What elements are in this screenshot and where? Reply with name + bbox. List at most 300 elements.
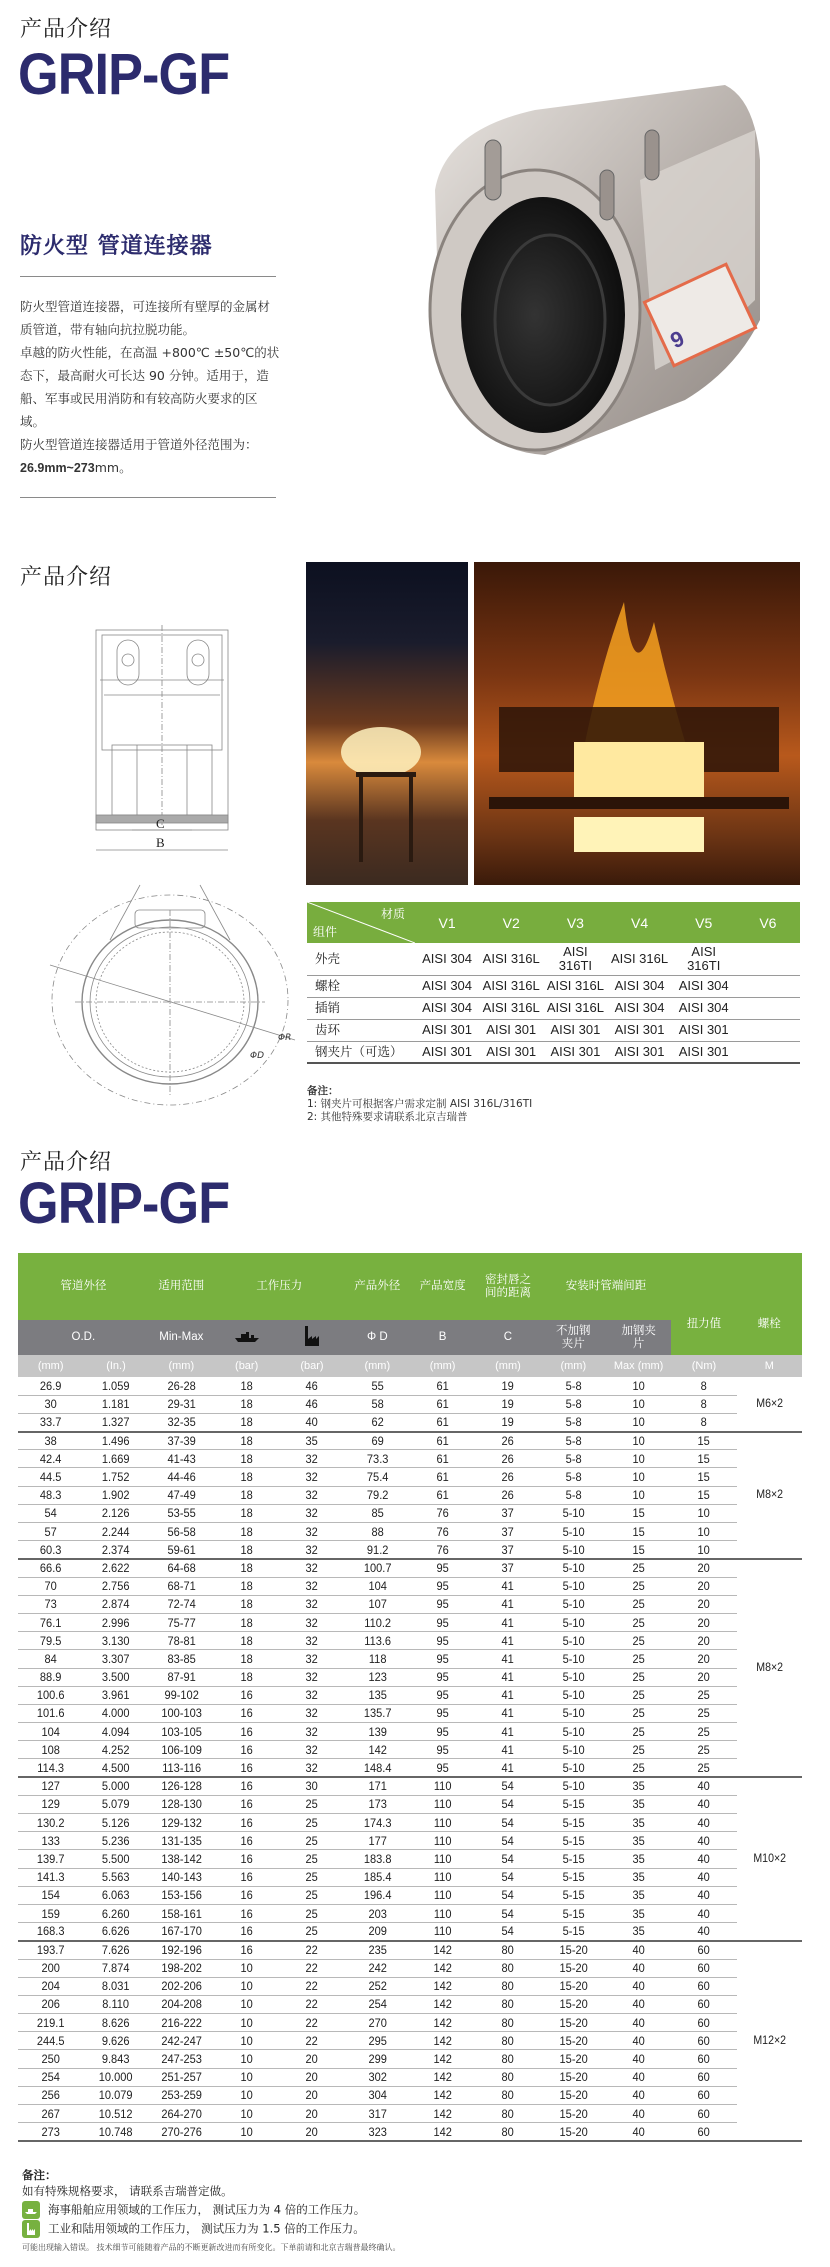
table-cell: 48.3 (21, 1486, 81, 1504)
table-cell: 25 (609, 1704, 669, 1722)
column-header: V3 (543, 902, 607, 943)
table-cell: 60 (674, 2123, 734, 2141)
table-cell: 61 (413, 1377, 473, 1395)
table-cell: 5-8 (543, 1413, 603, 1431)
table-cell: 317 (347, 2105, 407, 2123)
table-cell: 8 (674, 1377, 734, 1395)
unit-label: Max (mm) (606, 1355, 671, 1377)
table-cell: 159 (21, 1904, 81, 1922)
table-cell: 18 (217, 1595, 277, 1613)
column-header: V2 (479, 902, 543, 943)
table-cell: 41 (478, 1741, 538, 1759)
table-cell: 18 (217, 1523, 277, 1541)
table-cell: 270-276 (151, 2123, 211, 2141)
table-cell: 5-8 (543, 1450, 603, 1468)
table-cell: 32 (282, 1704, 342, 1722)
paragraph: 防火型管道连接器适用于管道外径范围为： (20, 437, 258, 452)
section-heading: 产品介绍 (20, 565, 113, 590)
materials-row (307, 997, 800, 1019)
table-cell: 20 (674, 1650, 734, 1668)
table-cell: 18 (217, 1613, 277, 1631)
table-cell: 41 (478, 1686, 538, 1704)
table-cell: 40 (609, 2086, 669, 2104)
material-cell: AISI 316TI (672, 943, 736, 975)
bolt-spec: M12×2 (739, 1941, 799, 2141)
table-cell: 95 (413, 1704, 473, 1722)
table-cell: 35 (609, 1814, 669, 1832)
table-cell: 10 (609, 1413, 669, 1431)
table-cell: 299 (347, 2050, 407, 2068)
table-cell: 9.843 (86, 2050, 146, 2068)
table-cell: 104 (347, 1577, 407, 1595)
table-cell: 16 (217, 1850, 277, 1868)
table-cell: 46 (282, 1377, 342, 1395)
table-cell: 35 (609, 1795, 669, 1813)
table-cell: 242 (347, 1959, 407, 1977)
table-cell: 33.7 (21, 1413, 81, 1431)
table-cell: 1.181 (86, 1395, 146, 1413)
sub-range: Min-Max (149, 1320, 214, 1355)
table-row (18, 1741, 802, 1759)
table-cell: 5.126 (86, 1814, 146, 1832)
table-cell: 20 (282, 2068, 342, 2086)
section-heading: 产品介绍 (20, 17, 113, 42)
paragraph: 防火型管道连接器，可连接所有壁厚的金属材质管道，带有轴向抗拉脱功能。 (20, 299, 271, 337)
table-cell: 20 (674, 1613, 734, 1631)
table-cell: 16 (217, 1777, 277, 1795)
table-cell: 44.5 (21, 1468, 81, 1486)
table-cell: 18 (217, 1486, 277, 1504)
table-cell: 110.2 (347, 1613, 407, 1631)
table-cell: 200 (21, 1959, 81, 1977)
table-row (18, 2014, 802, 2032)
material-cell: AISI 301 (607, 1041, 671, 1063)
table-cell: 19 (478, 1377, 538, 1395)
table-cell: 15-20 (543, 2050, 603, 2068)
sub-with-clip: 加钢夹片 (606, 1320, 671, 1355)
table-cell: 35 (609, 1832, 669, 1850)
table-cell: 95 (413, 1632, 473, 1650)
table-cell: 95 (413, 1723, 473, 1741)
table-cell: 40 (609, 1995, 669, 2013)
table-cell: 242-247 (151, 2032, 211, 2050)
header-width: 产品宽度 (410, 1253, 475, 1320)
table-cell: 15 (674, 1432, 734, 1450)
table-row (18, 1995, 802, 2013)
table-cell: 46 (282, 1395, 342, 1413)
table-cell: 40 (674, 1850, 734, 1868)
material-cell: AISI 301 (479, 1041, 543, 1063)
table-cell: 54 (478, 1868, 538, 1886)
table-cell: 304 (347, 2086, 407, 2104)
table-cell: 10 (609, 1432, 669, 1450)
table-cell: 83-85 (151, 1650, 211, 1668)
table-cell: 4.252 (86, 1741, 146, 1759)
table-cell: 270 (347, 2014, 407, 2032)
material-cell: AISI 316L (543, 975, 607, 997)
table-cell: 41 (478, 1613, 538, 1631)
table-cell: 10 (217, 2068, 277, 2086)
table-cell: 6.260 (86, 1904, 146, 1922)
header-torque: 扭力值 (671, 1253, 736, 1355)
table-cell: 18 (217, 1577, 277, 1595)
table-cell: 44-46 (151, 1468, 211, 1486)
table-cell: 40 (609, 1941, 669, 1959)
header-pipe-gap: 安装时管端间距 (541, 1253, 672, 1320)
bolt-spec: M8×2 (739, 1559, 799, 1777)
table-cell: 61 (413, 1413, 473, 1431)
table-cell: 32 (282, 1468, 342, 1486)
table-cell: 2.756 (86, 1577, 146, 1595)
table-cell: 80 (478, 1959, 538, 1977)
table-cell: 110 (413, 1850, 473, 1868)
table-cell: 141.3 (21, 1868, 81, 1886)
factory-icon (22, 2220, 40, 2238)
table-cell: 2.622 (86, 1559, 146, 1577)
table-row (18, 2050, 802, 2068)
table-row (18, 1959, 802, 1977)
table-row (18, 1377, 802, 1395)
table-cell: 18 (217, 1413, 277, 1431)
table-cell: 101.6 (21, 1704, 81, 1722)
table-cell: 15-20 (543, 1995, 603, 2013)
table-cell: 18 (217, 1450, 277, 1468)
table-cell: 106-109 (151, 1741, 211, 1759)
table-row (18, 1650, 802, 1668)
table-cell: 5-15 (543, 1832, 603, 1850)
material-cell: AISI 316L (607, 943, 671, 975)
table-cell: 100-103 (151, 1704, 211, 1722)
table-cell: 5-10 (543, 1668, 603, 1686)
table-cell: 26 (478, 1432, 538, 1450)
materials-row (307, 1041, 800, 1063)
material-cell: AISI 316TI (543, 943, 607, 975)
table-cell: 5-10 (543, 1777, 603, 1795)
header-range: 适用范围 (149, 1253, 214, 1320)
table-cell: 185.4 (347, 1868, 407, 1886)
material-cell: AISI 304 (672, 975, 736, 997)
table-cell: 10 (609, 1486, 669, 1504)
table-cell: 1.059 (86, 1377, 146, 1395)
label-logo: 9 (666, 325, 689, 354)
table-cell: 54 (478, 1795, 538, 1813)
table-cell: 131-135 (151, 1832, 211, 1850)
table-cell: 174.3 (347, 1814, 407, 1832)
brand-title: GRIP-GF (18, 42, 230, 107)
size-range: 26.9mm~273mm。 (20, 460, 132, 475)
table-cell: 3.130 (86, 1632, 146, 1650)
table-row (18, 1541, 802, 1559)
table-cell: 80 (478, 2086, 538, 2104)
table-cell: 15 (674, 1468, 734, 1486)
table-cell: 2.126 (86, 1504, 146, 1522)
table-cell: 10 (217, 2014, 277, 2032)
table-cell: 5-10 (543, 1704, 603, 1722)
table-cell: 5.563 (86, 1868, 146, 1886)
table-cell: 60 (674, 2068, 734, 2086)
table-cell: 15-20 (543, 2068, 603, 2086)
table-cell: 80 (478, 2105, 538, 2123)
table-cell: 35 (609, 1904, 669, 1922)
table-cell: 35 (609, 1850, 669, 1868)
table-cell: 32 (282, 1741, 342, 1759)
sub-no-clip: 不加钢夹片 (541, 1320, 606, 1355)
table-cell: 5-10 (543, 1613, 603, 1631)
table-cell: 19 (478, 1395, 538, 1413)
table-cell: 95 (413, 1613, 473, 1631)
table-row (18, 2105, 802, 2123)
table-cell: 104 (21, 1723, 81, 1741)
table-cell: 88 (347, 1523, 407, 1541)
table-cell: 95 (413, 1595, 473, 1613)
table-cell: 204-208 (151, 1995, 211, 2013)
header-pressure: 工作压力 (214, 1253, 345, 1320)
table-cell: 26.9 (21, 1377, 81, 1395)
table-cell: 76 (413, 1504, 473, 1522)
table-cell: 142 (413, 2105, 473, 2123)
table-cell: 25 (609, 1668, 669, 1686)
table-cell: 40 (674, 1886, 734, 1904)
table-cell: 250 (21, 2050, 81, 2068)
table-cell: 10 (674, 1523, 734, 1541)
table-cell: 302 (347, 2068, 407, 2086)
table-cell: 20 (282, 2086, 342, 2104)
table-cell: 267 (21, 2105, 81, 2123)
table-cell: 35 (282, 1432, 342, 1450)
table-cell: 60.3 (21, 1541, 81, 1559)
table-cell: 142 (413, 2032, 473, 2050)
sub-lip: C (475, 1320, 540, 1355)
table-cell: 40 (609, 2050, 669, 2068)
table-cell: 40 (674, 1832, 734, 1850)
table-cell: 4.094 (86, 1723, 146, 1741)
sub-outer-diameter: Φ D (345, 1320, 410, 1355)
table-cell: 25 (609, 1686, 669, 1704)
table-cell: 20 (674, 1595, 734, 1613)
table-cell: 26 (478, 1486, 538, 1504)
table-cell: 22 (282, 1977, 342, 1995)
table-cell: 256 (21, 2086, 81, 2104)
materials-row (307, 975, 800, 997)
unit-label: (mm) (345, 1355, 410, 1377)
materials-row (307, 1019, 800, 1041)
table-cell: 80 (478, 1995, 538, 2013)
column-header: V1 (415, 902, 479, 943)
table-row (18, 2123, 802, 2141)
table-cell: 15-20 (543, 1977, 603, 1995)
table-cell: 10 (674, 1541, 734, 1559)
table-cell: 5-15 (543, 1850, 603, 1868)
table-cell: 5-10 (543, 1741, 603, 1759)
table-cell: 32 (282, 1486, 342, 1504)
table-cell: 135.7 (347, 1704, 407, 1722)
table-cell: 25 (674, 1704, 734, 1722)
table-cell: 41 (478, 1704, 538, 1722)
table-cell: 60 (674, 2105, 734, 2123)
unit-label: (mm) (18, 1355, 83, 1377)
table-cell: 87-91 (151, 1668, 211, 1686)
table-cell: 40 (674, 1868, 734, 1886)
table-row (18, 1468, 802, 1486)
table-cell: 16 (217, 1759, 277, 1777)
table-cell: 264-270 (151, 2105, 211, 2123)
table-cell: 110 (413, 1777, 473, 1795)
sub-od: O.D. (18, 1320, 149, 1355)
table-cell: 55 (347, 1377, 407, 1395)
table-cell: 251-257 (151, 2068, 211, 2086)
table-cell: 78-81 (151, 1632, 211, 1650)
table-cell: 18 (217, 1432, 277, 1450)
table-cell: 10 (674, 1504, 734, 1522)
table-cell: 61 (413, 1468, 473, 1486)
table-cell: 54 (21, 1504, 81, 1522)
table-cell: 8.626 (86, 2014, 146, 2032)
table-cell: 254 (347, 1995, 407, 2013)
table-cell: 110 (413, 1868, 473, 1886)
table-cell: 148.4 (347, 1759, 407, 1777)
table-cell: 198-202 (151, 1959, 211, 1977)
table-cell: 216-222 (151, 2014, 211, 2032)
table-cell: 32 (282, 1541, 342, 1559)
table-cell: 20 (674, 1559, 734, 1577)
ship-icon (22, 2201, 40, 2219)
table-row (18, 1432, 802, 1450)
table-cell: 142 (413, 1977, 473, 1995)
table-cell: 20 (282, 2105, 342, 2123)
table-cell: 80 (478, 2014, 538, 2032)
table-cell: 140-143 (151, 1868, 211, 1886)
material-cell: AISI 316L (479, 975, 543, 997)
table-cell: 15 (609, 1504, 669, 1522)
table-cell: 25 (609, 1595, 669, 1613)
table-cell: 7.626 (86, 1941, 146, 1959)
table-cell: 37 (478, 1504, 538, 1522)
table-cell: 252 (347, 1977, 407, 1995)
table-row (18, 1868, 802, 1886)
table-cell: 95 (413, 1650, 473, 1668)
sub-width: B (410, 1320, 475, 1355)
table-cell: 15 (674, 1450, 734, 1468)
table-cell: 40 (609, 1959, 669, 1977)
table-cell: 15-20 (543, 2032, 603, 2050)
table-cell: 37 (478, 1541, 538, 1559)
table-cell: 16 (217, 1923, 277, 1941)
table-cell: 219.1 (21, 2014, 81, 2032)
table-cell: 16 (217, 1723, 277, 1741)
table-cell: 10 (217, 1977, 277, 1995)
table-cell: 91.2 (347, 1541, 407, 1559)
table-cell: 113-116 (151, 1759, 211, 1777)
table-cell: 25 (609, 1723, 669, 1741)
table-cell: 15-20 (543, 2086, 603, 2104)
table-cell: 73.3 (347, 1450, 407, 1468)
table-cell: 32 (282, 1723, 342, 1741)
table-cell: 76 (413, 1523, 473, 1541)
table-cell: 40 (609, 2105, 669, 2123)
table-cell: 62 (347, 1413, 407, 1431)
table-cell: 4.000 (86, 1704, 146, 1722)
table-cell: 75.4 (347, 1468, 407, 1486)
table-cell: 2.996 (86, 1613, 146, 1631)
table-cell: 16 (217, 1941, 277, 1959)
table-cell: 173 (347, 1795, 407, 1813)
table-cell: 60 (674, 1995, 734, 2013)
table-cell: 5-15 (543, 1795, 603, 1813)
table-row (18, 1486, 802, 1504)
front-view-drawing (40, 880, 310, 1110)
table-cell: 4.500 (86, 1759, 146, 1777)
table-cell: 58 (347, 1395, 407, 1413)
table-cell: 5-10 (543, 1650, 603, 1668)
unit-label: (bar) (214, 1355, 279, 1377)
material-cell: AISI 301 (672, 1019, 736, 1041)
table-cell: 110 (413, 1795, 473, 1813)
table-cell: 35 (609, 1868, 669, 1886)
table-row (18, 1632, 802, 1650)
table-cell: 32 (282, 1504, 342, 1522)
table-cell: 32 (282, 1668, 342, 1686)
table-cell: 113.6 (347, 1632, 407, 1650)
table-cell: 22 (282, 2014, 342, 2032)
table-row (18, 1613, 802, 1631)
table-cell: 1.669 (86, 1450, 146, 1468)
table-cell: 54 (478, 1904, 538, 1922)
table-cell: 41 (478, 1723, 538, 1741)
component-name: 插销 (307, 997, 415, 1019)
column-header: V4 (607, 902, 671, 943)
table-cell: 54 (478, 1777, 538, 1795)
table-cell: 16 (217, 1832, 277, 1850)
table-cell: 15 (674, 1486, 734, 1504)
table-cell: 110 (413, 1832, 473, 1850)
table-cell: 57 (21, 1523, 81, 1541)
table-row (18, 1413, 802, 1431)
table-row (18, 1977, 802, 1995)
table-cell: 80 (478, 2032, 538, 2050)
table-cell: 273 (21, 2123, 81, 2141)
table-cell: 25 (282, 1923, 342, 1941)
table-cell: 76 (413, 1541, 473, 1559)
table-cell: 10 (609, 1468, 669, 1486)
table-cell: 5-10 (543, 1686, 603, 1704)
table-cell: 25 (282, 1814, 342, 1832)
table-cell: 5.079 (86, 1795, 146, 1813)
table-cell: 5-10 (543, 1595, 603, 1613)
table-cell: 10.079 (86, 2086, 146, 2104)
side-view-drawing (92, 625, 237, 860)
table-cell: 10 (217, 2032, 277, 2050)
table-cell: 5-15 (543, 1923, 603, 1941)
table-cell: 25 (609, 1613, 669, 1631)
bolt-spec: M8×2 (739, 1432, 799, 1559)
table-cell: 15-20 (543, 2014, 603, 2032)
table-cell: 72-74 (151, 1595, 211, 1613)
table-cell: 5-8 (543, 1486, 603, 1504)
table-cell: 15-20 (543, 2105, 603, 2123)
table-cell: 40 (609, 2014, 669, 2032)
table-cell: 80 (478, 1977, 538, 1995)
table-cell: 5-8 (543, 1432, 603, 1450)
table-cell: 235 (347, 1941, 407, 1959)
table-cell: 209 (347, 1923, 407, 1941)
table-cell: 41 (478, 1577, 538, 1595)
table-cell: 15-20 (543, 2123, 603, 2141)
table-cell: 60 (674, 2032, 734, 2050)
material-cell: AISI 304 (672, 997, 736, 1019)
table-cell: 110 (413, 1886, 473, 1904)
table-cell: 80 (478, 2050, 538, 2068)
table-cell: 16 (217, 1904, 277, 1922)
